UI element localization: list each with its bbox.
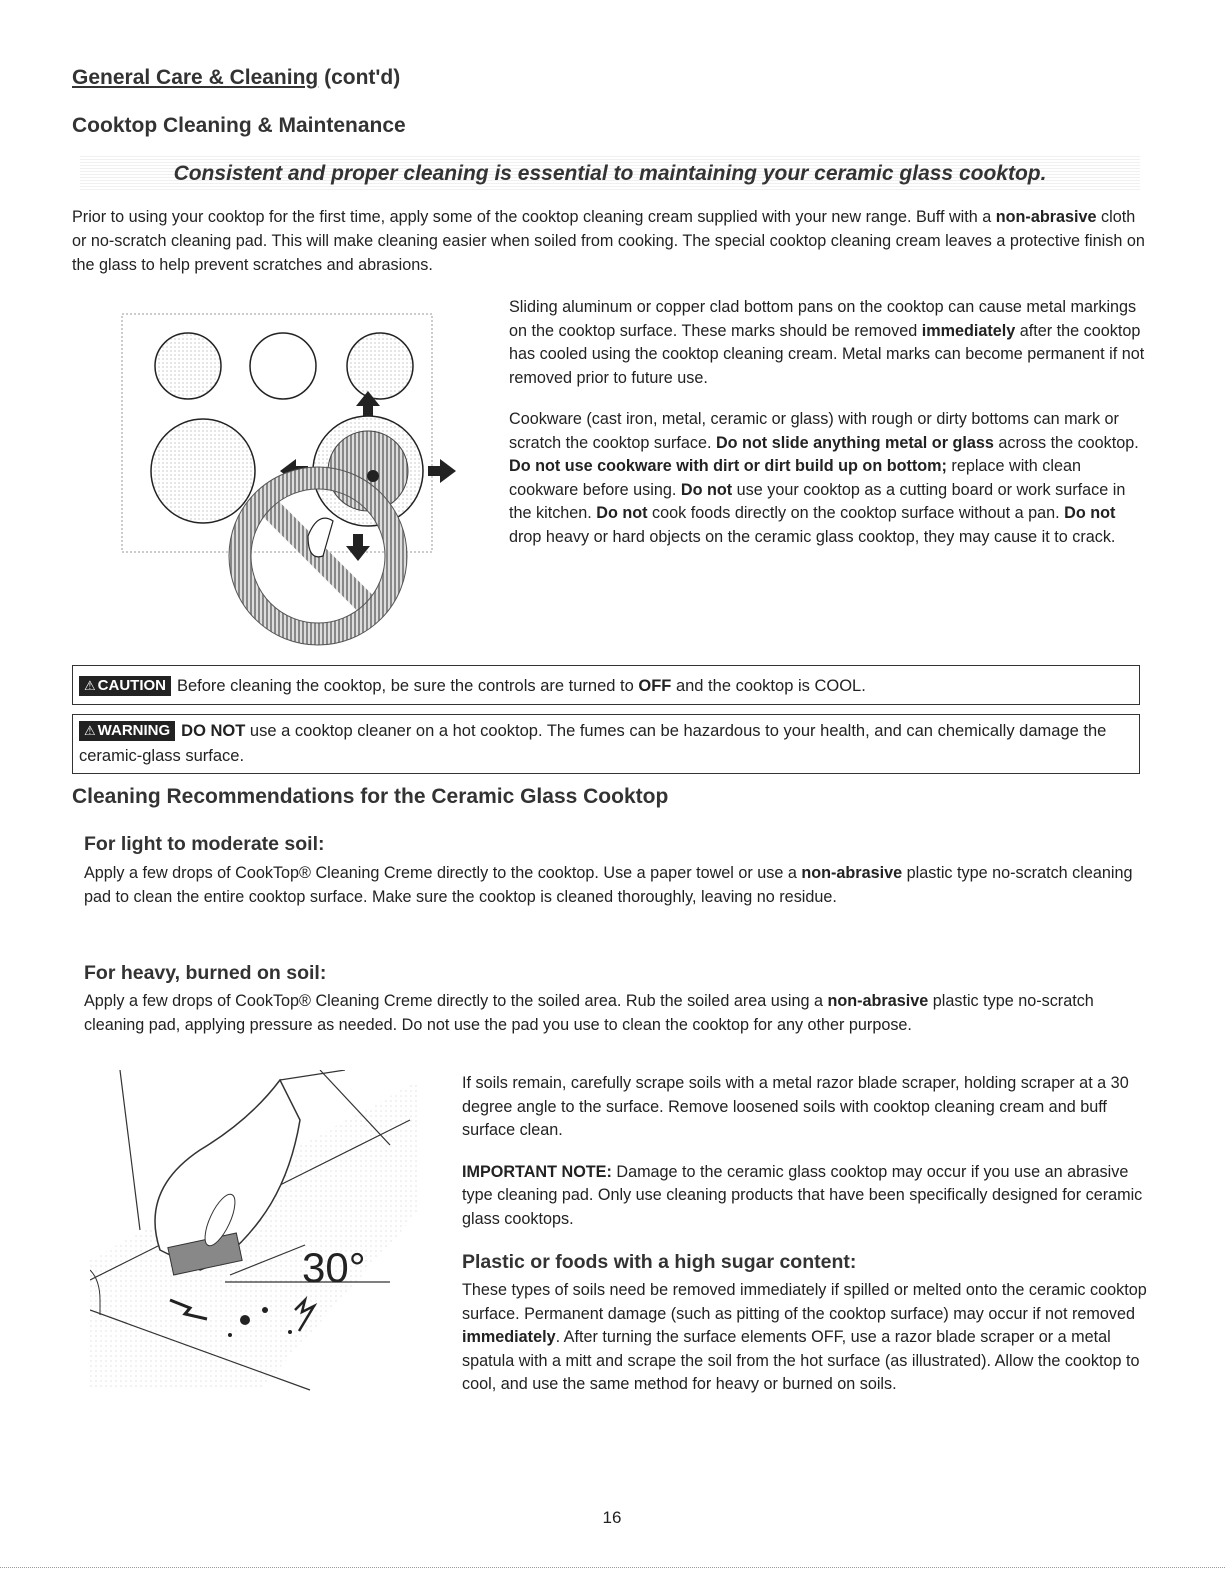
text: Apply a few drops of CookTop® Cleaning Creme directly to the cooktop. Use a paper towel or use a bbox=[84, 864, 802, 882]
general-care-heading: General Care & Cleaning bbox=[72, 66, 319, 89]
light-soil-heading: For light to moderate soil: bbox=[84, 833, 325, 855]
bold-text: Do not bbox=[596, 504, 648, 522]
intro-text: Prior to using your cooktop for the first time, apply some of the cooktop cleaning cream supplied with your new range. Buff with a bbox=[72, 208, 996, 226]
text: across the cooktop. bbox=[993, 433, 1139, 452]
metal-marks-column bbox=[509, 296, 1149, 567]
warning-triangle-icon: ⚠ bbox=[84, 723, 96, 738]
bold-text: OFF bbox=[638, 677, 672, 695]
text: cook foods directly on the cooktop surface without a pan. bbox=[647, 504, 1065, 522]
heavy-soil-paragraph bbox=[84, 990, 1144, 1037]
sliding-paragraph bbox=[509, 296, 1149, 390]
arrow-right-icon bbox=[428, 459, 456, 483]
bold-text: Do not bbox=[680, 480, 733, 499]
heavy-soil-heading: For heavy, burned on soil: bbox=[84, 962, 327, 984]
warning-box bbox=[72, 714, 1140, 774]
text: and the cooktop is COOL. bbox=[671, 677, 866, 695]
cookware-paragraph bbox=[509, 408, 1149, 549]
page-number: 16 bbox=[602, 1508, 622, 1527]
text: use your cooktop as a cutting board or work surface in the kitchen. bbox=[509, 480, 1126, 522]
scraper-paragraph: If soils remain, carefully scrape soils with a metal razor blade scraper, holding scraper at a 30 degree angle to the surface. Remove loosened soils with cooktop cleaning cream and buff surface clean. bbox=[462, 1074, 1129, 1139]
intro-bold: non-abrasive bbox=[995, 208, 1097, 226]
plastic-paragraph bbox=[462, 1279, 1147, 1397]
text: after the cooktop has cooled using the cooktop cleaning cream. Metal marks can become permanent if not removed prior to future use. bbox=[509, 321, 1145, 387]
bold-text: Do not slide anything metal or glass bbox=[715, 433, 994, 452]
text: Before cleaning the cooktop, be sure the controls are turned to bbox=[176, 677, 639, 695]
caution-tag bbox=[79, 676, 171, 696]
text: These types of soils need be removed immediately if spilled or melted onto the ceramic cooktop surface. Permanent damage (such as pitting of the cooktop surface) may occur if not removed bbox=[462, 1281, 1147, 1323]
section-heading bbox=[72, 66, 400, 90]
text: Sliding aluminum or copper clad bottom pans on the cooktop can cause metal markings on the cooktop surface. These marks should be removed bbox=[509, 298, 1137, 340]
text: Cookware (cast iron, metal, ceramic or glass) with rough or dirty bottoms can mark or scratch the cooktop surface. bbox=[509, 410, 1119, 452]
tag-label: WARNING bbox=[97, 722, 171, 739]
scraper-illustration bbox=[90, 1070, 420, 1400]
plastic-heading: Plastic or foods with a high sugar content: bbox=[462, 1251, 857, 1273]
text: plastic type no-scratch cleaning pad to clean the entire cooktop surface. Make sure the cooktop is cleaned thoroughly, leaving no residue. bbox=[84, 864, 1133, 906]
text: Damage to the ceramic glass cooktop may occur if you use an abrasive type cleaning pad. Only use cleaning products that have been specifically designed for ceramic glass cooktops. bbox=[462, 1162, 1143, 1228]
intro-text-end: cloth or no-scratch cleaning pad. This will make cleaning easier when soiled from cooking. The special cooktop cleaning cream leaves a protective finish on the glass to help prevent scratches and abrasions. bbox=[72, 208, 1145, 274]
warning-tag bbox=[79, 721, 175, 741]
scraper-column bbox=[462, 1072, 1147, 1415]
bold-text: DO NOT bbox=[181, 722, 246, 740]
bold-text: immediately bbox=[921, 321, 1016, 340]
warning-triangle-icon: ⚠ bbox=[84, 678, 96, 693]
bottom-rule bbox=[0, 1567, 1225, 1569]
bold-text: Do not use cookware with dirt or dirt build up on bottom; bbox=[509, 457, 947, 475]
cooktop-heading: Cooktop Cleaning & Maintenance bbox=[72, 114, 406, 137]
bold-text: immediately bbox=[462, 1328, 556, 1346]
text: use a cooktop cleaner on a hot cooktop. The fumes can be hazardous to your health, and can chemically damage the ceramic-glass surface. bbox=[79, 722, 1107, 765]
cooktop-illustration bbox=[118, 306, 508, 646]
bold-text: non-abrasive bbox=[827, 992, 929, 1010]
angle-label: 30° bbox=[302, 1244, 366, 1291]
burner-circle bbox=[250, 333, 316, 399]
recommendations-heading: Cleaning Recommendations for the Ceramic Glass Cooktop bbox=[72, 785, 669, 808]
text: plastic type no-scratch cleaning pad, applying pressure as needed. Do not use the pad you use to clean the cooktop for any other purpose. bbox=[84, 992, 1094, 1034]
manual-page bbox=[72, 0, 1152, 1585]
text: replace with clean cookware before using. bbox=[509, 457, 1082, 499]
text: . After turning the surface elements OFF, use a razor blade scraper or a metal spatula with a mitt and scrape the soil from the hot surface (as illustrated). Allow the cooktop to cool, and use the same method for heavy or burned on soils. bbox=[462, 1328, 1140, 1393]
bold-text: IMPORTANT NOTE: bbox=[462, 1162, 612, 1181]
heading-suffix: (cont'd) bbox=[318, 66, 401, 89]
intro-paragraph bbox=[72, 205, 1147, 277]
burner-circle bbox=[347, 333, 413, 399]
caution-box bbox=[72, 665, 1140, 705]
text: Apply a few drops of CookTop® Cleaning Creme directly to the soiled area. Rub the soiled area using a bbox=[84, 992, 828, 1010]
light-soil-paragraph bbox=[84, 862, 1144, 909]
bold-text: Do not bbox=[1064, 504, 1116, 522]
burner-circle bbox=[155, 333, 221, 399]
important-note bbox=[462, 1161, 1147, 1232]
tag-label: CAUTION bbox=[97, 677, 166, 694]
text: drop heavy or hard objects on the ceramic glass cooktop, they may cause it to crack. bbox=[509, 527, 1116, 546]
burner-circle bbox=[151, 419, 255, 523]
bold-text: non-abrasive bbox=[801, 864, 903, 882]
italic-banner: Consistent and proper cleaning is essential to maintaining your ceramic glass cooktop. bbox=[80, 156, 1140, 192]
